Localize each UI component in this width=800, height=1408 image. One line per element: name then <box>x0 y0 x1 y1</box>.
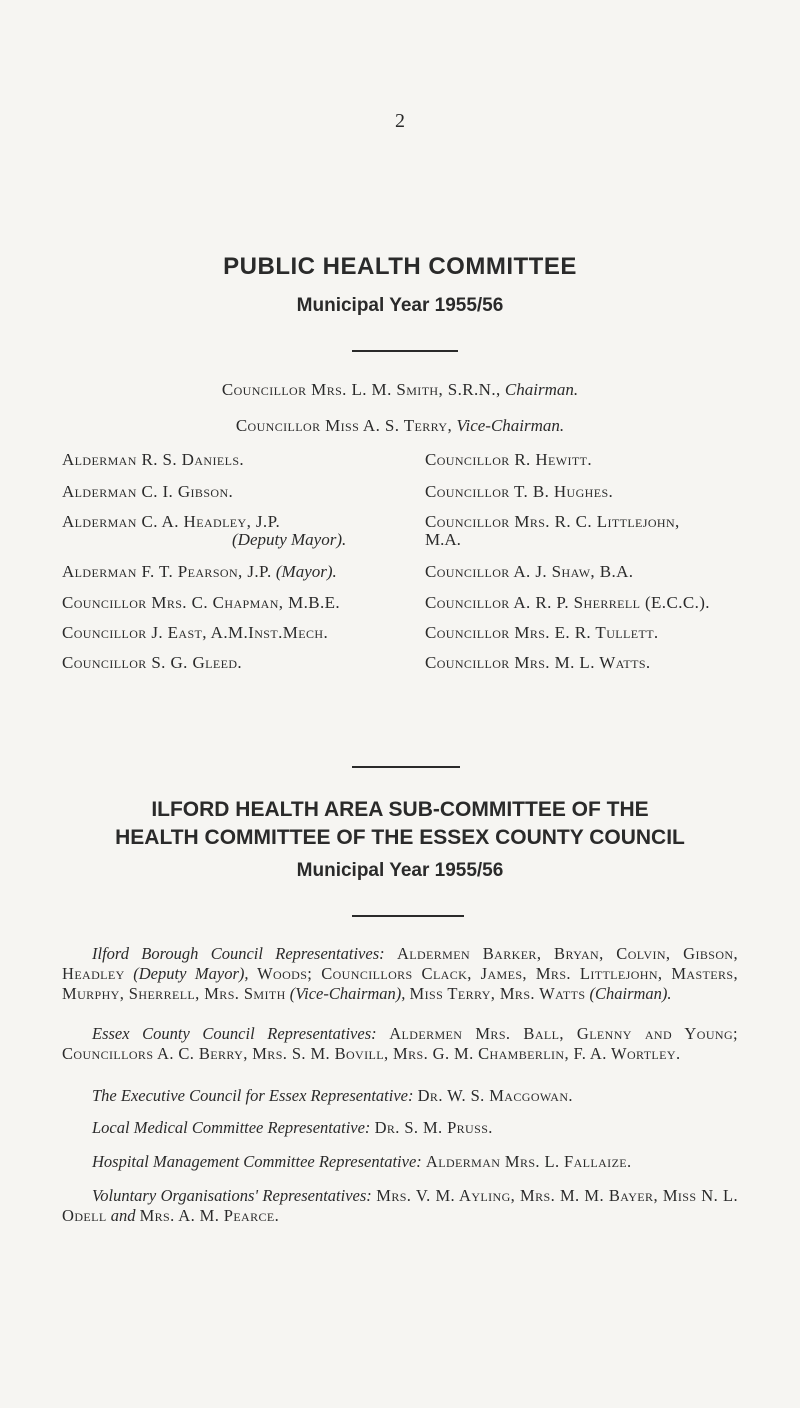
page-number: 2 <box>395 110 405 132</box>
member-left: Alderman R. S. Daniels. <box>62 450 245 469</box>
committee-title: PUBLIC HEALTH COMMITTEE <box>223 253 577 280</box>
member-right: Councillor T. B. Hughes. <box>425 482 614 501</box>
member-left: Alderman C. A. Headley, J.P. <box>62 512 281 531</box>
chairman-name: Councillor Mrs. L. M. Smith, S.R.N., <box>221 380 501 399</box>
member-right: M.A. <box>425 530 461 549</box>
text-essex-reps: Aldermen Mrs. Ball, Glenny and Young; Councillors A. C. Berry, Mrs. S. M. Bovill, Mrs. G. M. Chamberlin, F. A. Wortley. <box>62 1024 738 1063</box>
member-left: Councillor S. G. Gleed. <box>62 653 243 672</box>
text-ilford-reps-c: Miss Terry, Mrs. Watts <box>409 984 586 1003</box>
member-right: Councillor Mrs. M. L. Watts. <box>425 653 651 672</box>
subcommittee-title-line-1: ILFORD HEALTH AREA SUB-COMMITTEE OF THE <box>151 798 649 821</box>
label-executive-council: The Executive Council for Essex Representative: <box>92 1086 414 1105</box>
subcommittee-title-line-2: HEALTH COMMITTEE OF THE ESSEX COUNTY COUNCIL <box>115 826 685 849</box>
member-left: Councillor Mrs. C. Chapman, M.B.E. <box>62 593 341 612</box>
member-left: Alderman C. I. Gibson. <box>62 482 234 501</box>
text-voluntary-orgs-a: Mrs. V. M. Ayling, Mrs. M. M. Bayer, Miss N. L. Odell <box>62 1186 739 1225</box>
text-voluntary-orgs-b: Mrs. A. M. Pearce. <box>139 1206 280 1225</box>
vice-chairman-role: Vice-Chairman. <box>456 416 565 435</box>
text-local-medical: Dr. S. M. Pruss. <box>374 1118 493 1137</box>
text-ilford-deputy: (Deputy Mayor), <box>133 964 249 983</box>
member-left: Councillor J. East, A.M.Inst.Mech. <box>62 623 329 642</box>
member-left-note: (Mayor). <box>275 562 337 581</box>
vice-chairman-line <box>0 416 800 436</box>
paragraph-voluntary-orgs <box>62 1186 738 1226</box>
text-executive-council: Dr. W. S. Macgowan. <box>417 1086 573 1105</box>
text-hospital-management: Alderman Mrs. L. Fallaize. <box>425 1152 632 1171</box>
member-right: Councillor A. R. P. Sherrell (E.C.C.). <box>425 593 710 612</box>
committee-year: Municipal Year 1955/56 <box>296 295 504 316</box>
divider-3 <box>352 915 464 917</box>
text-ilford-vice: (Vice-Chairman), <box>289 984 406 1003</box>
label-ilford-reps: Ilford Borough Council Representatives: <box>92 944 385 963</box>
member-left: Alderman F. T. Pearson, J.P. <box>62 562 272 581</box>
text-ilford-chair: (Chairman). <box>589 984 672 1003</box>
member-right: Councillor Mrs. R. C. Littlejohn, <box>425 512 680 531</box>
divider-2 <box>352 766 460 768</box>
label-essex-reps: Essex County Council Representatives: <box>92 1024 377 1043</box>
text-ilford-reps-b: Woods; Councillors Clack, James, Mrs. Littlejohn, Masters, Murphy, Sherrell, Mrs. Smith <box>62 964 739 1003</box>
member-left-note: (Deputy Mayor). <box>232 530 347 549</box>
paragraph-ilford-reps <box>62 944 738 1004</box>
member-right: Councillor R. Hewitt. <box>425 450 592 469</box>
label-local-medical: Local Medical Committee Representative: <box>92 1118 371 1137</box>
paragraph-hospital-management <box>62 1152 738 1172</box>
text-voluntary-and: and <box>110 1206 136 1225</box>
label-voluntary-orgs: Voluntary Organisations' Representatives: <box>92 1186 372 1205</box>
member-right: Councillor A. J. Shaw, B.A. <box>425 562 634 581</box>
paragraph-executive-council <box>62 1086 738 1106</box>
text-ilford-reps-a: Aldermen Barker, Bryan, Colvin, Gibson, Headley <box>62 944 739 983</box>
member-left-pearson <box>62 562 337 582</box>
label-hospital-management: Hospital Management Committee Representative: <box>92 1152 422 1171</box>
chairman-line <box>0 380 800 400</box>
paragraph-essex-reps <box>62 1024 738 1064</box>
member-right: Councillor Mrs. E. R. Tullett. <box>425 623 659 642</box>
chairman-role: Chairman. <box>504 380 579 399</box>
vice-chairman-name: Councillor Miss A. S. Terry, <box>235 416 453 435</box>
divider-1 <box>352 350 458 352</box>
subcommittee-year: Municipal Year 1955/56 <box>296 860 504 881</box>
paragraph-local-medical <box>62 1118 738 1138</box>
